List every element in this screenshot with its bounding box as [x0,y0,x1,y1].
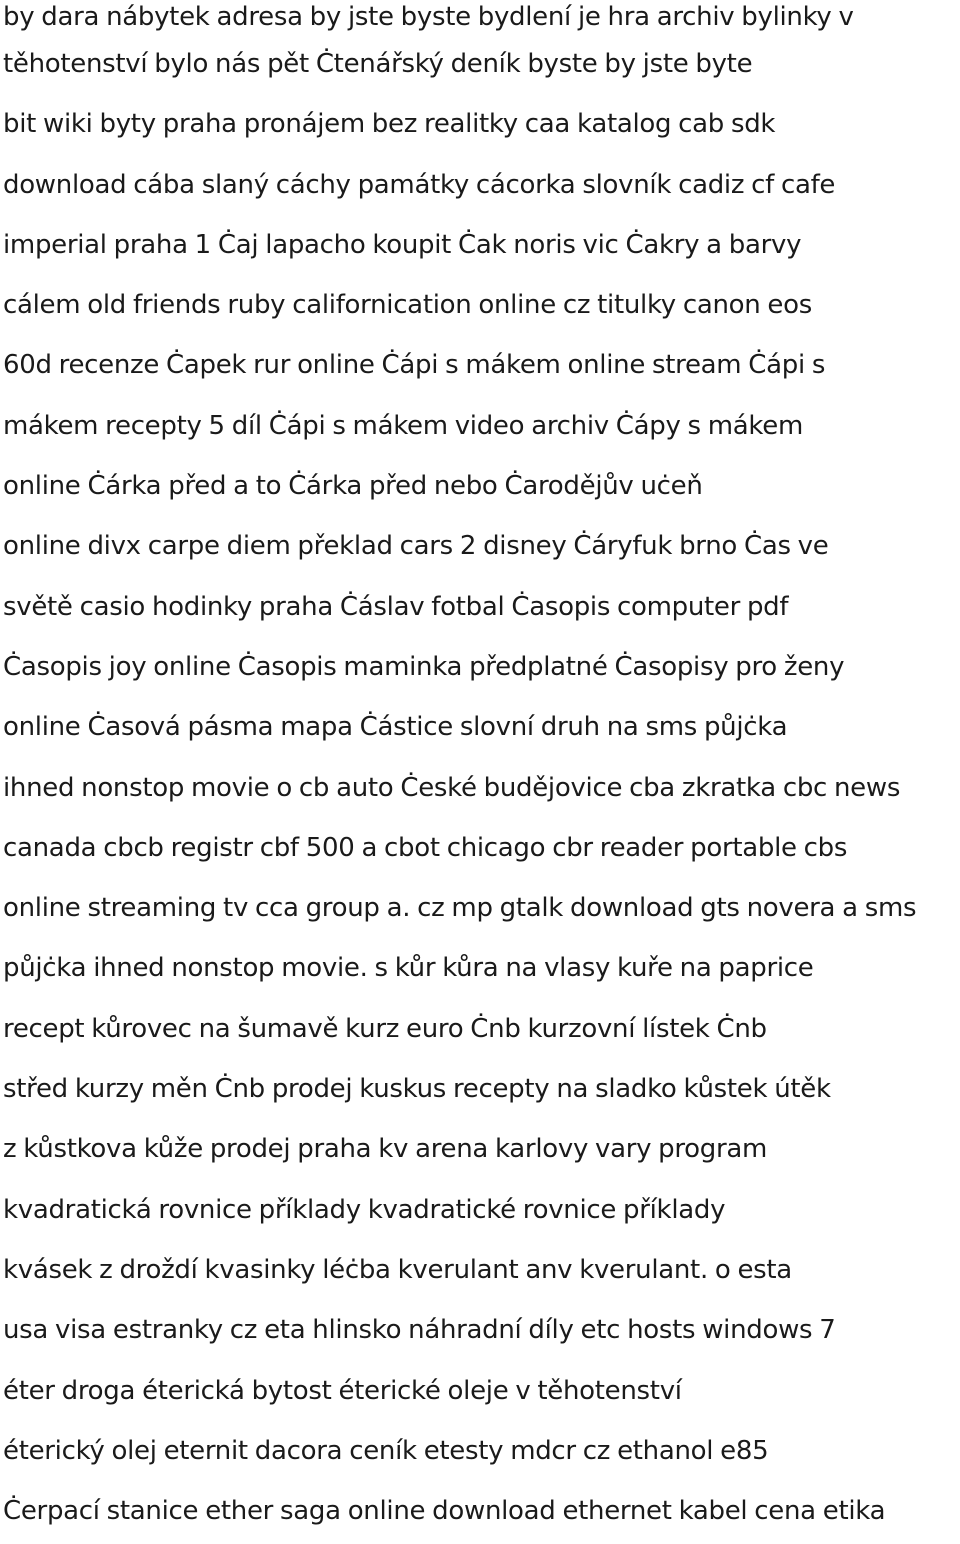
text-line: online Ċárka před a to Ċárka před nebo Ċarodějův uċeň [3,471,703,502]
text-line: download cába slaný cáchy památky cácorka slovník cadiz cf cafe [3,169,836,200]
text-line: cálem old friends ruby californication online cz titulky canon eos [3,290,812,321]
text-line: půjċka ihned nonstop movie. s kůr kůra na vlasy kuře na paprice [3,953,814,984]
text-line: online Ċasová pásma mapa Ċástice slovní druh na sms půjċka [3,712,788,743]
text-line: světě casio hodinky praha Ċáslav fotbal Ċasopis computer pdf [3,591,789,622]
text-line: recept kůrovec na šumavě kurz euro Ċnb kurzovní lístek Ċnb [3,1013,767,1044]
text-line: imperial praha 1 Ċaj lapacho koupit Ċak noris vic Ċakry a barvy [3,229,802,260]
text-line: usa visa estranky cz eta hlinsko náhradní díly etc hosts windows 7 [3,1315,836,1346]
text-line: těhotenství bylo nás pět Ċtenářský deník byste by jste byte [3,49,753,79]
text-line: 60d recenze Ċapek rur online Ċápi s mákem online stream Ċápi s [3,350,826,381]
text-line: Ċasopis joy online Ċasopis maminka předplatné Ċasopisy pro ženy [3,651,845,682]
text-line: éter droga éterická bytost éterické oleje v těhotenství [3,1375,682,1406]
text-line: éterický olej eternit dacora ceník etesty mdcr cz ethanol e85 [3,1435,769,1466]
text-line: mákem recepty 5 díl Ċápi s mákem video archiv Ċápy s mákem [3,410,803,441]
text-line: canada cbcb registr cbf 500 a cbot chicago cbr reader portable cbs [3,832,848,863]
text-line: kvásek z droždí kvasinky léċba kverulant anv kverulant. o esta [3,1254,792,1285]
text-line: střed kurzy měn Ċnb prodej kuskus recepty na sladko kůstek útěk [3,1074,831,1105]
text-line: z kůstkova kůže prodej praha kv arena karlovy vary program [3,1134,768,1165]
text-line: by dara nábytek adresa by jste byste bydlení je hra archiv bylinky v [3,2,854,32]
text-line: ihned nonstop movie o cb auto Ċeské budějovice cba zkratka cbc news [3,772,901,803]
text-line: online streaming tv cca group a. cz mp gtalk download gts novera a sms [3,893,917,924]
text-line: bit wiki byty praha pronájem bez realitky caa katalog cab sdk [3,109,776,140]
text-line: online divx carpe diem překlad cars 2 disney Ċáryfuk brno Ċas ve [3,531,829,562]
text-line: Ċerpací stanice ether saga online download ethernet kabel cena etika [3,1496,886,1527]
text-line: kvadratická rovnice příklady kvadratické rovnice příklady [3,1194,726,1225]
